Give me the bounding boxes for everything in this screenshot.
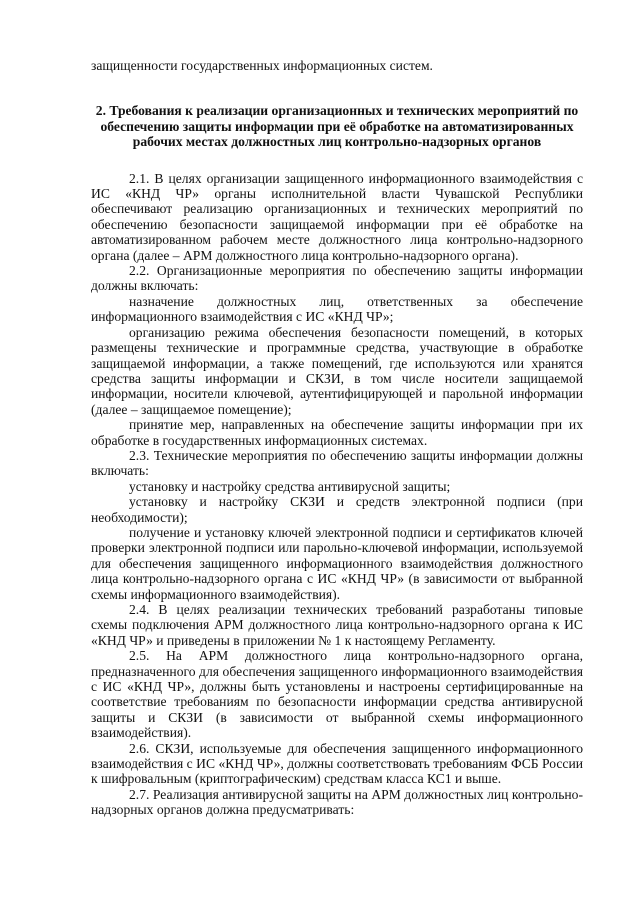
paragraph-2-7: 2.7. Реализация антивирусной защиты на АРМ должностных лиц контрольно-надзорных органов должна предусматривать: bbox=[91, 786, 583, 818]
section-heading: 2. Требования к реализации организационных и технических мероприятий по обеспечению защиты информации при её обработке на автоматизированных рабочих местах должностных лиц контрольно-надзорных органов bbox=[95, 103, 579, 150]
list-item: организацию режима обеспечения безопасности помещений, в которых размещены технические и программные средства, участвующие в обработке защищаемой информации, а также помещений, где используются или хранятся средства защиты информации и СКЗИ, в том числе носители защищаемой информации, носители ключевой, аутентифицирующей и парольной информации (далее – защищаемое помещение); bbox=[91, 324, 583, 417]
paragraph-2-2: 2.2. Организационные мероприятия по обеспечению защиты информации должны включать: bbox=[91, 263, 583, 294]
paragraph-2-3: 2.3. Технические мероприятия по обеспечению защиты информации должны включать: bbox=[91, 447, 583, 479]
list-item: получение и установку ключей электронной подписи и сертификатов ключей проверки электронной подписи или парольно-ключевой информации, используемой для обеспечения защищенного информационного взаимодействия должностного лица контрольно-надзорного органа с ИС «КНД ЧР» (в зависимости от выбранной схемы информационного взаимодействия). bbox=[91, 524, 583, 602]
paragraph-2-4: 2.4. В целях реализации технических требований разработаны типовые схемы подключения АРМ должностного лица контрольно-надзорного органа к ИС «КНД ЧР» и приведены в приложении № 1 к настоящему Регламенту. bbox=[91, 602, 583, 648]
list-item: принятие мер, направленных на обеспечение защиты информации при их обработке в государственных информационных системах. bbox=[91, 417, 583, 448]
section-body bbox=[91, 171, 583, 818]
list-item: установку и настройку средства антивирусной защиты; bbox=[129, 478, 451, 494]
list-item: назначение должностных лиц, ответственных за обеспечение информационного взаимодействия с ИС «КНД ЧР»; bbox=[91, 293, 583, 325]
continuation-line: защищенности государственных информационных систем. bbox=[91, 58, 433, 73]
paragraph-2-6: 2.6. СКЗИ, используемые для обеспечения защищенного информационного взаимодействия с ИС «КНД ЧР», должны соответствовать требованиям ФСБ России к шифровальным (криптографическим) средствам класса КС1 и выше. bbox=[91, 740, 583, 787]
paragraph-2-5: 2.5. На АРМ должностного лица контрольно-надзорного органа, предназначенного для обеспечения защищенного информационного взаимодействия с ИС «КНД ЧР», должны быть установлены и настроены сертифицированные на соответствие требованиям по безопасности информации средства антивирусной защиты и СКЗИ (в зависимости от выбранной схемы информационного взаимодействия). bbox=[91, 648, 583, 741]
paragraph-2-1: 2.1. В целях организации защищенного информационного взаимодействия с ИС «КНД ЧР» органы исполнительной власти Чувашской Республики обеспечивают реализацию организационных и технических мероприятий по обеспечению безопасности защищаемой информации при её обработке на автоматизированном рабочем месте должностного лица контрольно-надзорного органа (далее – АРМ должностного лица контрольно-надзорного органа). bbox=[91, 170, 583, 263]
list-item: установку и настройку СКЗИ и средств электронной подписи (при необходимости); bbox=[91, 494, 583, 525]
